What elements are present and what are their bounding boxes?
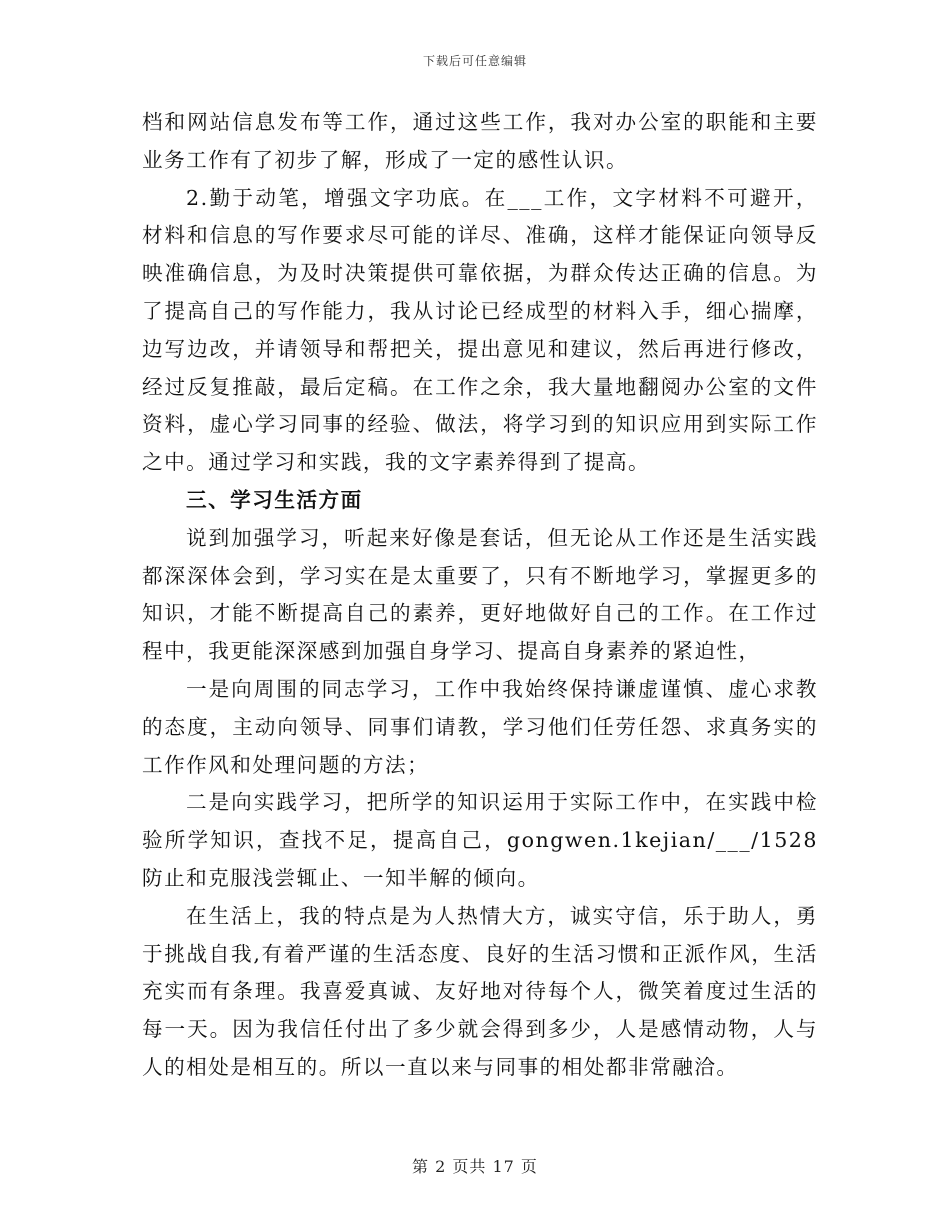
paragraph-1: 档和网站信息发布等工作，通过这些工作，我对办公室的职能和主要业务工作有了初步了解，形成了一定的感性认识。: [142, 110, 818, 172]
page-header: 下载后可任意编辑: [422, 54, 527, 68]
page-footer: 第 2 页共 17 页: [412, 1157, 538, 1176]
paragraph-5: 二是向实践学习，把所学的知识运用于实际工作中，在实践中检验所学知识，查找不足，提高自己，gongwen.1kejian/___/1528防止和克服浅尝辄止、一知半解的倾向。: [142, 790, 818, 890]
document-body: [142, 104, 818, 1087]
section-heading: 三、学习生活方面: [186, 487, 363, 512]
paragraph-3: 说到加强学习，听起来好像是套话，但无论从工作还是生活实践都深深体会到，学习实在是太重要了，只有不断地学习，掌握更多的知识，才能不断提高自己的素养，更好地做好自己的工作。在工作过程中，我更能深深感到加强自身学习、提高自身素养的紧迫性，: [142, 525, 818, 664]
paragraph-2: 2.勤于动笔，增强文字功底。在___工作，文字材料不可避开，材料和信息的写作要求尽可能的详尽、准确，这样才能保证向领导反映准确信息，为及时决策提供可靠依据，为群众传达正确的信息。为了提高自己的写作能力，我从讨论已经成型的材料入手，细心揣摩，边写边改，并请领导和帮把关，提出意见和建议，然后再进行修改，经过反复推敲，最后定稿。在工作之余，我大量地翻阅办公室的文件资料，虚心学习同事的经验、做法，将学习到的知识应用到实际工作之中。通过学习和实践，我的文字素养得到了提高。: [142, 185, 818, 475]
paragraph-6: 在生活上，我的特点是为人热情大方，诚实守信，乐于助人，勇于挑战自我,有着严谨的生活态度、良好的生活习惯和正派作风，生活充实而有条理。我喜爱真诚、友好地对待每个人，微笑着度过生活的每一天。因为我信任付出了多少就会得到多少，人是感情动物，人与人的相处是相互的。所以一直以来与同事的相处都非常融洽。: [142, 903, 818, 1079]
paragraph-4: 一是向周围的同志学习，工作中我始终保持谦虚谨慎、虚心求教的态度，主动向领导、同事们请教，学习他们任劳任怨、求真务实的工作作风和处理问题的方法；: [142, 676, 818, 777]
